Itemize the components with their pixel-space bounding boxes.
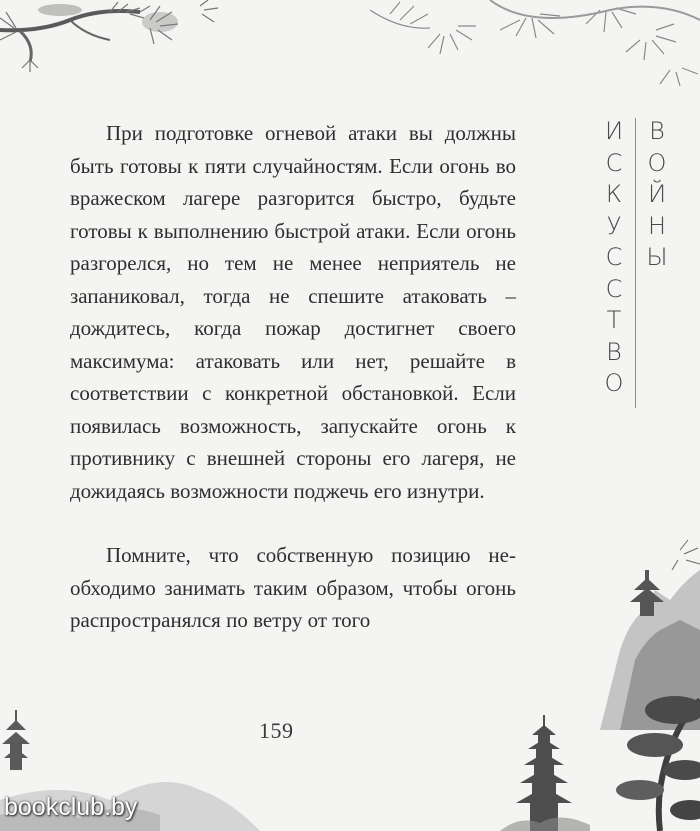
page-number: 159	[259, 718, 294, 743]
pine-tree-icon	[600, 670, 700, 831]
tall-pagoda-icon	[500, 715, 590, 831]
running-title-word-1: И С К У С С Т В О	[604, 117, 624, 397]
running-title-word-2: В О Й Н Ы	[646, 117, 668, 271]
paragraph-1: При подготовке огневой атаки вы должны быть готовы к пяти случайностям. Если огонь во вражеском лагере разгорится быстро, будьте готовы к выполнению быстрой атаки. Если огонь разгорелся, но тем не менее неприятель не запаниковал, тогда не спешите атаковать – дождитесь, когда пожар достигнет своего максимума: атаковать или нет, решайте в соответствии с конкретной обстановкой. Если появилась возможность, запускайте огонь к противнику с внешней стороны его лагеря, не дожидаясь возможности поджечь его изнутри.	[70, 121, 516, 503]
pine-needles-icon	[370, 0, 700, 90]
title-divider	[635, 118, 636, 408]
paragraph-2: Помните, что собственную позицию необходимо занимать таким образом, чтобы огонь распространялся по ветру от того	[70, 543, 516, 632]
watermark: bookclub.by	[4, 793, 138, 821]
body-text	[70, 117, 516, 637]
pine-branch-icon	[0, 0, 240, 75]
